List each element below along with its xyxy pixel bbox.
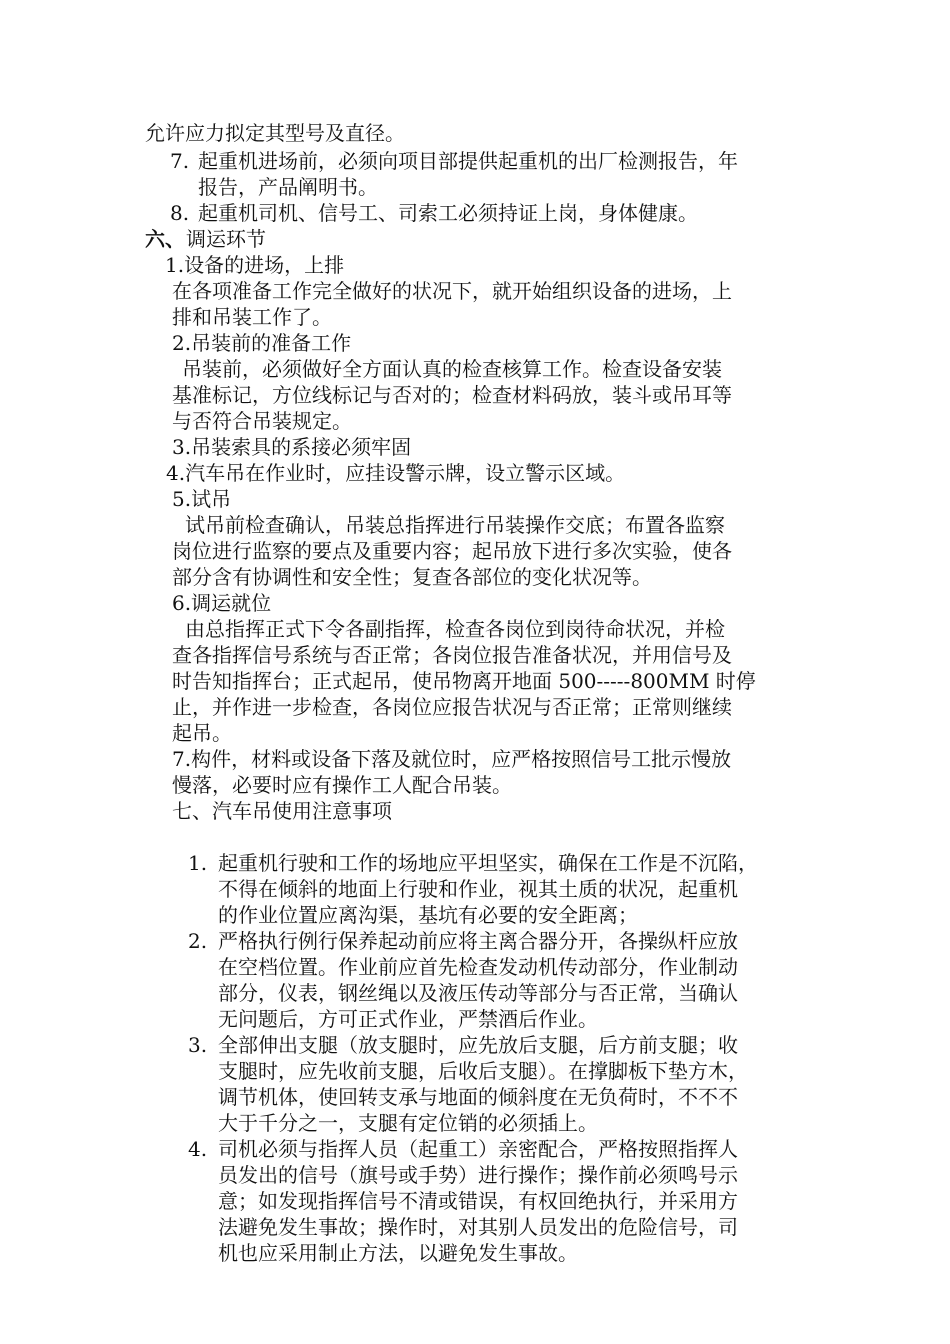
paragraph-line: 止，并作进一步检查，各岗位应报告状况与否正常；正常则继续	[172, 695, 732, 719]
list-item-line: 司机必须与指挥人员（起重工）亲密配合，严格按照指挥人	[218, 1137, 738, 1161]
subsection-title: 4.汽车吊在作业时，应挂设警示牌，设立警示区域。	[166, 461, 626, 485]
paragraph-line: 试吊前检查确认，吊装总指挥进行吊装操作交底；布置各监察	[185, 513, 725, 537]
paragraph-line: 起吊。	[172, 721, 232, 745]
list-number: 4.	[188, 1137, 208, 1161]
list-item-line: 起重机司机、信号工、司索工必须持证上岗，身体健康。	[198, 201, 698, 225]
list-number: 7.	[170, 149, 190, 173]
paragraph-line: 部分含有协调性和安全性；复查各部位的变化状况等。	[172, 565, 652, 589]
subsection-title: 3.吊装索具的系接必须牢固	[172, 435, 412, 459]
list-item-line: 意；如发现指挥信号不清或错误，有权回绝执行，并采用方	[218, 1189, 738, 1213]
subsection-title: 5.试吊	[172, 487, 232, 511]
list-item-line: 全部伸出支腿（放支腿时，应先放后支腿，后方前支腿；收	[218, 1033, 738, 1057]
list-item-line: 机也应采用制止方法，以避免发生事故。	[218, 1241, 578, 1265]
paragraph-line: 在各项准备工作完全做好的状况下，就开始组织设备的进场，上	[172, 279, 732, 303]
list-item-line: 法避免发生事故；操作时，对其别人员发出的危险信号，司	[218, 1215, 738, 1239]
list-item-line: 大于千分之一，支腿有定位销的必须插上。	[218, 1111, 598, 1135]
paragraph-line: 查各指挥信号系统与否正常；各岗位报告准备状况，并用信号及	[172, 643, 732, 667]
list-item-line: 报告，产品阐明书。	[198, 175, 378, 199]
section-heading: 七、汽车吊使用注意事项	[172, 799, 392, 823]
subsection-title: 6.调运就位	[172, 591, 272, 615]
list-number: 2.	[188, 929, 208, 953]
list-item-line: 严格执行例行保养起动前应将主离合器分开，各操纵杆应放	[218, 929, 738, 953]
list-item-line: 在空档位置。作业前应首先检查发动机传动部分，作业制动	[218, 955, 738, 979]
paragraph-line: 与否符合吊装规定。	[172, 409, 352, 433]
section-heading: 调运环节	[186, 227, 266, 251]
paragraph-line: 基准标记，方位线标记与否对的；检查材料码放，装斗或吊耳等	[172, 383, 732, 407]
list-item-line: 起重机进场前，必须向项目部提供起重机的出厂检测报告，年	[198, 149, 738, 173]
intro-line: 允许应力拟定其型号及直径。	[145, 121, 405, 145]
list-item-line: 调节机体，使回转支承与地面的倾斜度在无负荷时，不不不	[218, 1085, 738, 1109]
paragraph-line: 排和吊装工作了。	[172, 305, 332, 329]
list-item-line: 员发出的信号（旗号或手势）进行操作；操作前必须鸣号示	[218, 1163, 738, 1187]
list-number: 1.	[188, 851, 208, 875]
paragraph-line: 吊装前，必须做好全方面认真的检查核算工作。检查设备安装	[182, 357, 722, 381]
list-number: 3.	[188, 1033, 208, 1057]
list-item-line: 的作业位置应离沟渠，基坑有必要的安全距离；	[218, 903, 638, 927]
list-item-line: 部分，仪表，钢丝绳以及液压传动等部分与否正常，当确认	[218, 981, 738, 1005]
section-heading-number: 六、	[145, 227, 185, 251]
subsection-title: 2.吊装前的准备工作	[172, 331, 352, 355]
list-item-line: 无问题后，方可正式作业，严禁酒后作业。	[218, 1007, 598, 1031]
subsection-title: 1.设备的进场，上排	[165, 253, 345, 277]
paragraph-line: 岗位进行监察的要点及重要内容；起吊放下进行多次实验，使各	[172, 539, 732, 563]
list-number: 8.	[170, 201, 190, 225]
paragraph-line: 由总指挥正式下令各副指挥，检查各岗位到岗待命状况，并检	[185, 617, 725, 641]
list-item-line: 不得在倾斜的地面上行驶和作业，视其土质的状况，起重机	[218, 877, 738, 901]
paragraph-line: 时告知指挥台；正式起吊，使吊物离开地面 500-----800MM 时停	[172, 669, 756, 693]
paragraph-line: 慢落，必要时应有操作工人配合吊装。	[172, 773, 512, 797]
list-item-line: 支腿时，应先收前支腿，后收后支腿）。在撑脚板下垫方木，	[218, 1059, 748, 1083]
paragraph-line: 7.构件，材料或设备下落及就位时，应严格按照信号工批示慢放	[172, 747, 732, 771]
list-item-line: 起重机行驶和工作的场地应平坦坚实，确保在工作是不沉陷，	[218, 851, 758, 875]
